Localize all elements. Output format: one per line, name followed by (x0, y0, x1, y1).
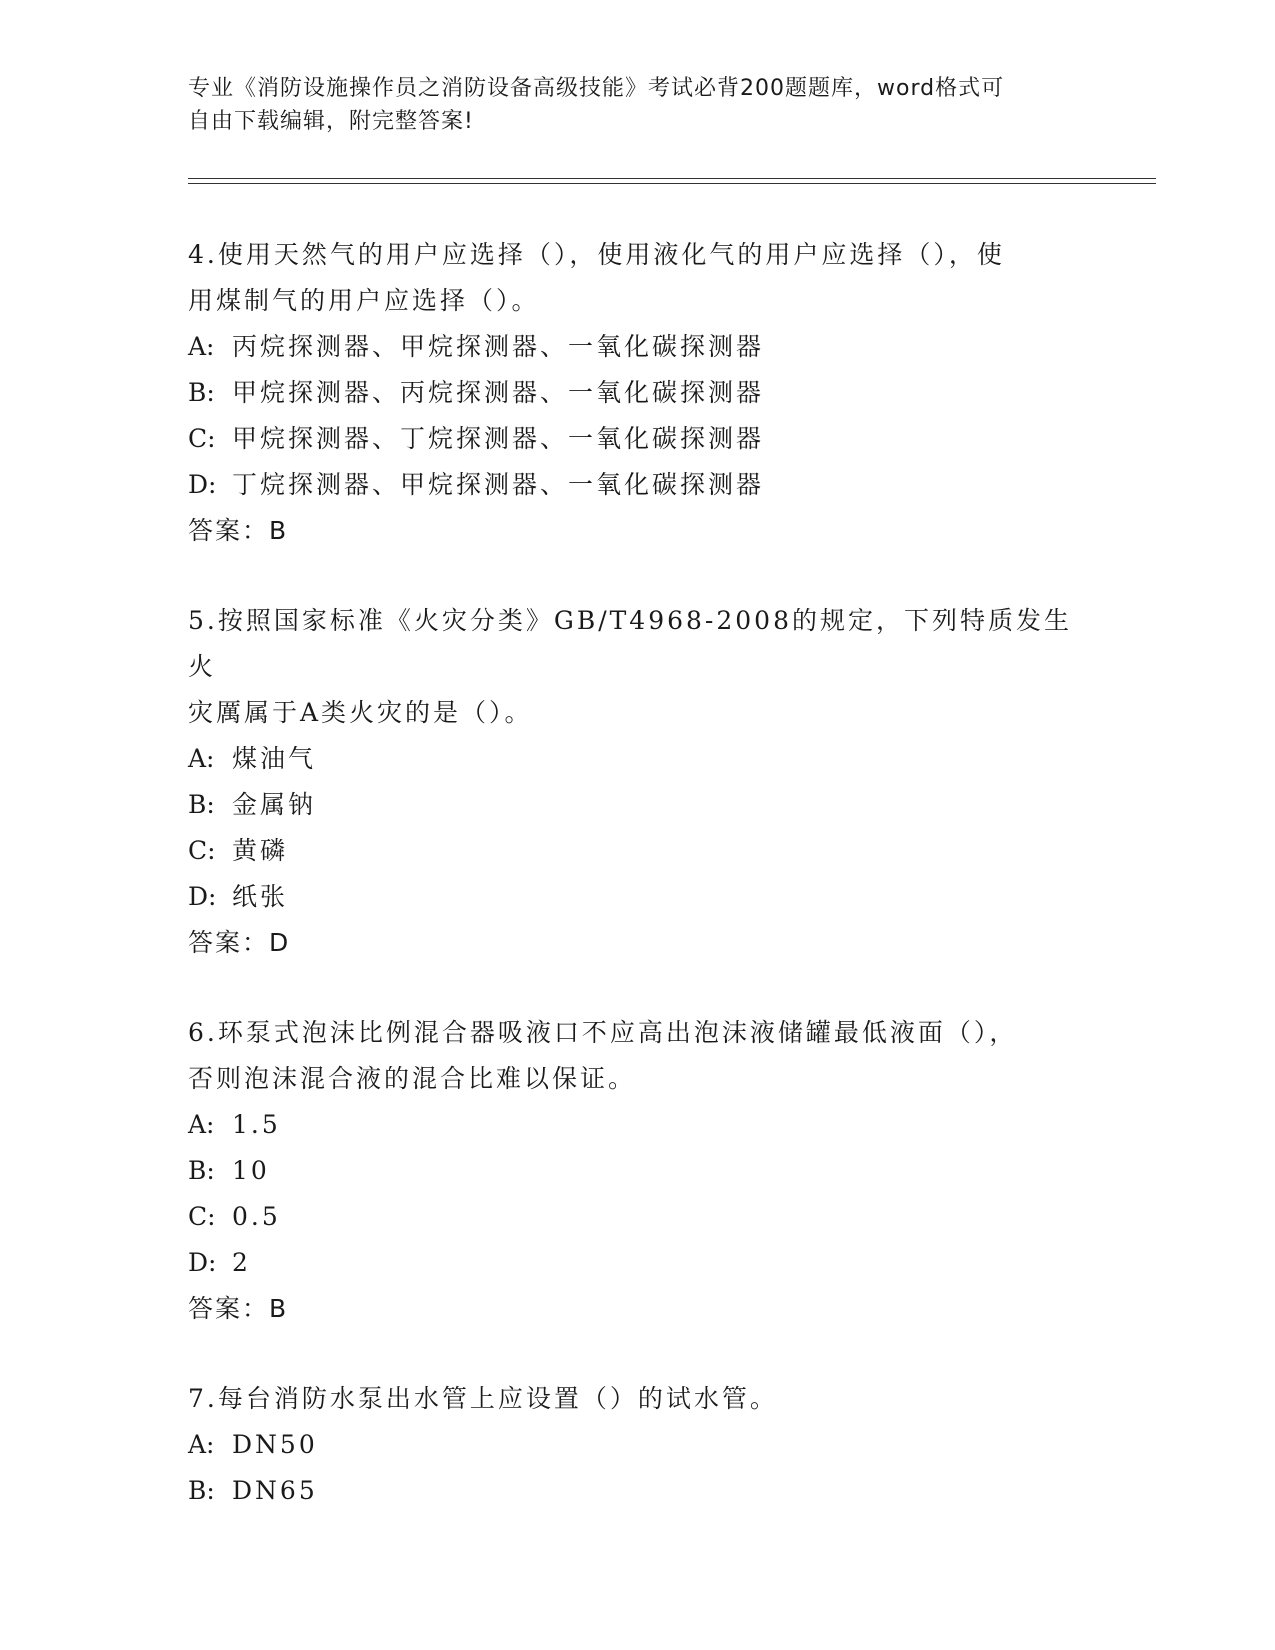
option-text: 黄磷 (232, 836, 289, 865)
question-stem-line: 4.使用天然气的用户应选择（），使用液化气的用户应选择（），使 (188, 240, 1005, 269)
option-key: D: (188, 1248, 217, 1277)
option-b (188, 1468, 1088, 1514)
option-key: C: (188, 1202, 216, 1231)
option-key: D: (188, 882, 217, 911)
option-b (188, 1148, 1088, 1194)
question-stem (188, 1010, 1088, 1102)
option-a (188, 1102, 1088, 1148)
question-list (188, 232, 1088, 1558)
question-7 (188, 1376, 1088, 1514)
option-b (188, 370, 1088, 416)
option-text: DN65 (232, 1476, 318, 1505)
question-stem-line: 灾厲属于A类火灾的是（）。 (188, 698, 533, 727)
option-b (188, 782, 1088, 828)
option-d (188, 1240, 1088, 1286)
option-key: A: (188, 1110, 215, 1139)
question-stem-line: 5.按照国家标准《火灾分类》GB/T4968-2008的规定，下列特质发生火 (188, 606, 1072, 681)
option-key: C: (188, 424, 216, 453)
option-text: 煤油气 (232, 744, 317, 773)
question-stem (188, 598, 1088, 736)
option-key: B: (188, 1476, 215, 1505)
option-text: 甲烷探测器、丙烷探测器、一氧化碳探测器 (232, 378, 765, 407)
option-text: 0.5 (232, 1202, 281, 1231)
option-key: C: (188, 836, 216, 865)
question-stem-line: 否则泡沫混合液的混合比难以保证。 (188, 1064, 637, 1093)
option-key: D: (188, 470, 217, 499)
question-stem-line: 用煤制气的用户应选择（）。 (188, 286, 540, 315)
answer-line: 答案：D (188, 928, 291, 957)
question-stem-line: 6.环泵式泡沫比例混合器吸液口不应高出泡沫液储罐最低液面（）， (188, 1018, 1018, 1047)
option-text: 金属钠 (232, 790, 317, 819)
question-stem (188, 232, 1088, 324)
option-d (188, 462, 1088, 508)
option-a (188, 736, 1088, 782)
question-6 (188, 1010, 1088, 1332)
question-stem-line: 7.每台消防水泵出水管上应设置（）的试水管。 (188, 1384, 778, 1413)
header-line-1: 专业《消防设施操作员之消防设备高级技能》考试必背200题题库，word格式可 (188, 76, 1005, 101)
option-a (188, 1422, 1088, 1468)
header-divider-top (188, 178, 1156, 179)
question-4 (188, 232, 1088, 554)
option-text: DN50 (232, 1430, 318, 1459)
option-text: 丙烷探测器、甲烷探测器、一氧化碳探测器 (232, 332, 765, 361)
option-text: 丁烷探测器、甲烷探测器、一氧化碳探测器 (232, 470, 765, 499)
option-key: B: (188, 1156, 215, 1185)
question-5 (188, 598, 1088, 966)
question-stem (188, 1376, 1088, 1422)
answer-line: 答案：B (188, 516, 289, 545)
option-key: B: (188, 790, 215, 819)
option-c (188, 1194, 1088, 1240)
option-text: 甲烷探测器、丁烷探测器、一氧化碳探测器 (232, 424, 765, 453)
option-c (188, 828, 1088, 874)
option-text: 纸张 (232, 882, 289, 911)
answer-line: 答案：B (188, 1294, 289, 1323)
option-d (188, 874, 1088, 920)
option-key: A: (188, 1430, 215, 1459)
option-c (188, 416, 1088, 462)
option-text: 10 (232, 1156, 270, 1185)
option-text: 1.5 (232, 1110, 281, 1139)
header-line-2: 自由下载编辑，附完整答案! (188, 109, 474, 134)
option-key: B: (188, 378, 215, 407)
document-header (188, 72, 1088, 138)
option-text: 2 (232, 1248, 251, 1277)
option-key: A: (188, 744, 215, 773)
option-key: A: (188, 332, 215, 361)
option-a (188, 324, 1088, 370)
header-divider-bottom (188, 183, 1156, 184)
